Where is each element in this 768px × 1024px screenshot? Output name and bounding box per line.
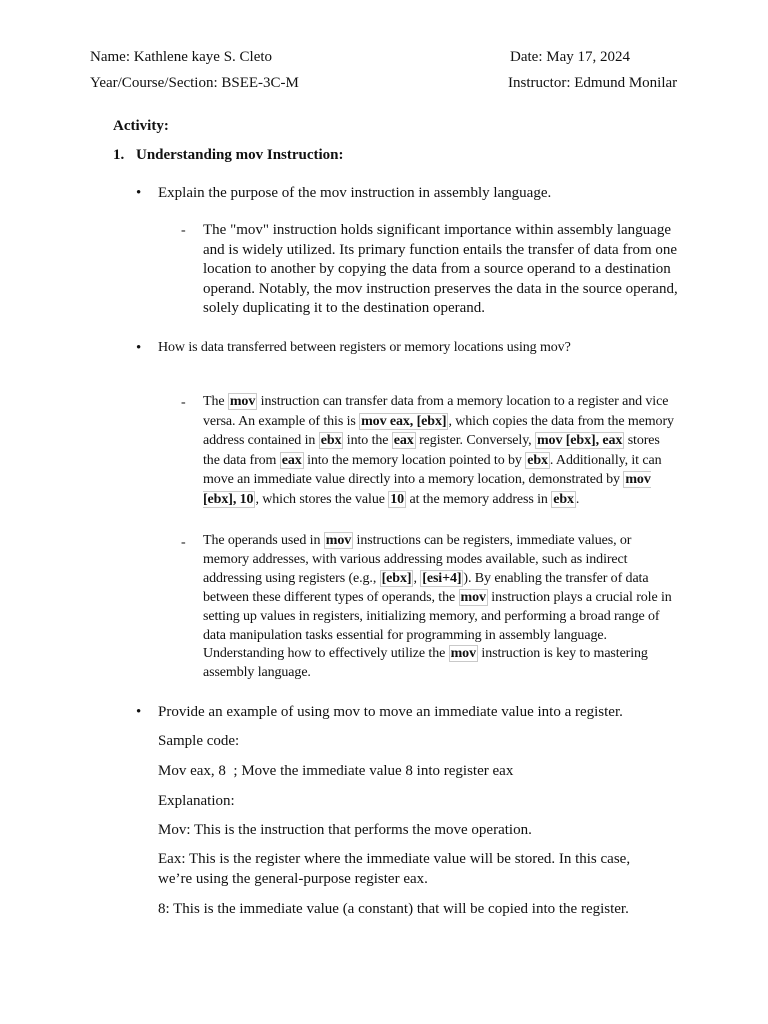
answer-text: register. Conversely, [415, 433, 535, 449]
answer-text: instruction plays a crucial role in setting up values in registers, initializing memory, and performing a broad range of data manipulation tasks essential for programming in assembly language. Understanding how to effectively utilize the [203, 589, 672, 662]
code-ebx: ebx [553, 491, 574, 507]
instructor-name: Instructor: Edmund Monilar [508, 75, 678, 91]
bullet-glyph: • [136, 340, 142, 356]
code-ebx-indirect: [ebx] [381, 570, 412, 586]
question-mov-purpose: Explain the purpose of the mov instruction in assembly language. [158, 185, 552, 201]
code-mov-ebx-10: mov [ebx], 10 [203, 472, 651, 507]
section-number: 1. [113, 147, 125, 163]
code-mov: mov [450, 646, 476, 662]
answer-text: into the memory location pointed to by [303, 452, 526, 468]
dash-glyph: - [181, 535, 186, 550]
code-eax: eax [281, 452, 302, 468]
answer-text: instruction can transfer data from a memory location to a register and vice versa. An example of this is [203, 394, 669, 429]
answer-mov-purpose: The "mov" instruction holds significant importance within assembly language and is widely utilized. Its primary function entails the transfer of data from one location to another by copying the data from a source operand to a destination operand. Notably, the mov instruction preserves the data in the source operand, solely duplicating it to the destination operand. [203, 222, 678, 317]
explanation-mov: Mov: This is the instruction that performs the move operation. [158, 822, 532, 838]
code-10: 10 [390, 491, 405, 507]
section-title: Understanding mov Instruction: [136, 147, 344, 163]
explanation-immediate-value: 8: This is the immediate value (a constant) that will be copied into the register. [158, 901, 629, 917]
answer-text: instructions can be registers, immediate values, or memory addresses, with various addressing modes available, such as indirect addressing using registers (e.g., [203, 533, 632, 586]
explanation-label: Explanation: [158, 793, 235, 809]
answer-text: . Additionally, it can move an immediate value directly into a memory location, demonstrated by [203, 452, 662, 488]
activity-label: Activity: [113, 118, 169, 134]
answer-text: ). By enabling the transfer of data between these different types of operands, the [203, 570, 649, 605]
answer-text: instruction is key to mastering assembly language. [203, 646, 648, 681]
answer-text: , which copies the data from the memory address contained in [203, 413, 674, 449]
code-mov: mov [460, 589, 486, 605]
dash-glyph: - [181, 395, 186, 410]
answer-text: The operands used in [203, 533, 324, 548]
answer-text: into the [343, 433, 392, 449]
bullet-glyph: • [136, 704, 142, 720]
sample-code-line: Mov eax, 8 ; Move the immediate value 8 into register eax [158, 763, 514, 779]
code-mov: mov [229, 394, 256, 409]
student-name: Name: Kathlene kaye S. Cleto [90, 49, 273, 65]
course-section: Year/Course/Section: BSEE-3C-M [90, 75, 299, 91]
code-ebx: ebx [320, 433, 342, 449]
question-data-transfer: How is data transferred between registers or memory locations using mov? [158, 340, 571, 355]
code-ebx: ebx [527, 452, 548, 468]
answer-text: , which stores the value [255, 491, 389, 507]
code-eax: eax [393, 433, 414, 449]
question-immediate-example: Provide an example of using mov to move an immediate value into a register. [158, 704, 623, 720]
answer-transfer-examples [203, 392, 679, 510]
answer-text: stores the data from [203, 433, 660, 468]
answer-operand-types [203, 532, 679, 683]
document-date: Date: May 17, 2024 [510, 49, 630, 65]
sample-code-label: Sample code: [158, 733, 240, 749]
code-mov-ebx-eax: mov [ebx], eax [536, 433, 623, 449]
answer-text: , [413, 570, 421, 586]
code-mov: mov [325, 533, 352, 548]
explanation-eax: Eax: This is the register where the immediate value will be stored. In this case, we’re using the general-purpose register eax. [158, 851, 631, 887]
answer-text: at the memory address in [406, 491, 552, 507]
code-esi-offset: [esi+4] [422, 570, 462, 586]
answer-text: The [203, 394, 228, 409]
answer-text: . [575, 491, 580, 507]
code-mov-eax-ebx: mov eax, [ebx] [361, 413, 447, 429]
bullet-glyph: • [136, 185, 142, 201]
dash-glyph: - [181, 223, 186, 238]
